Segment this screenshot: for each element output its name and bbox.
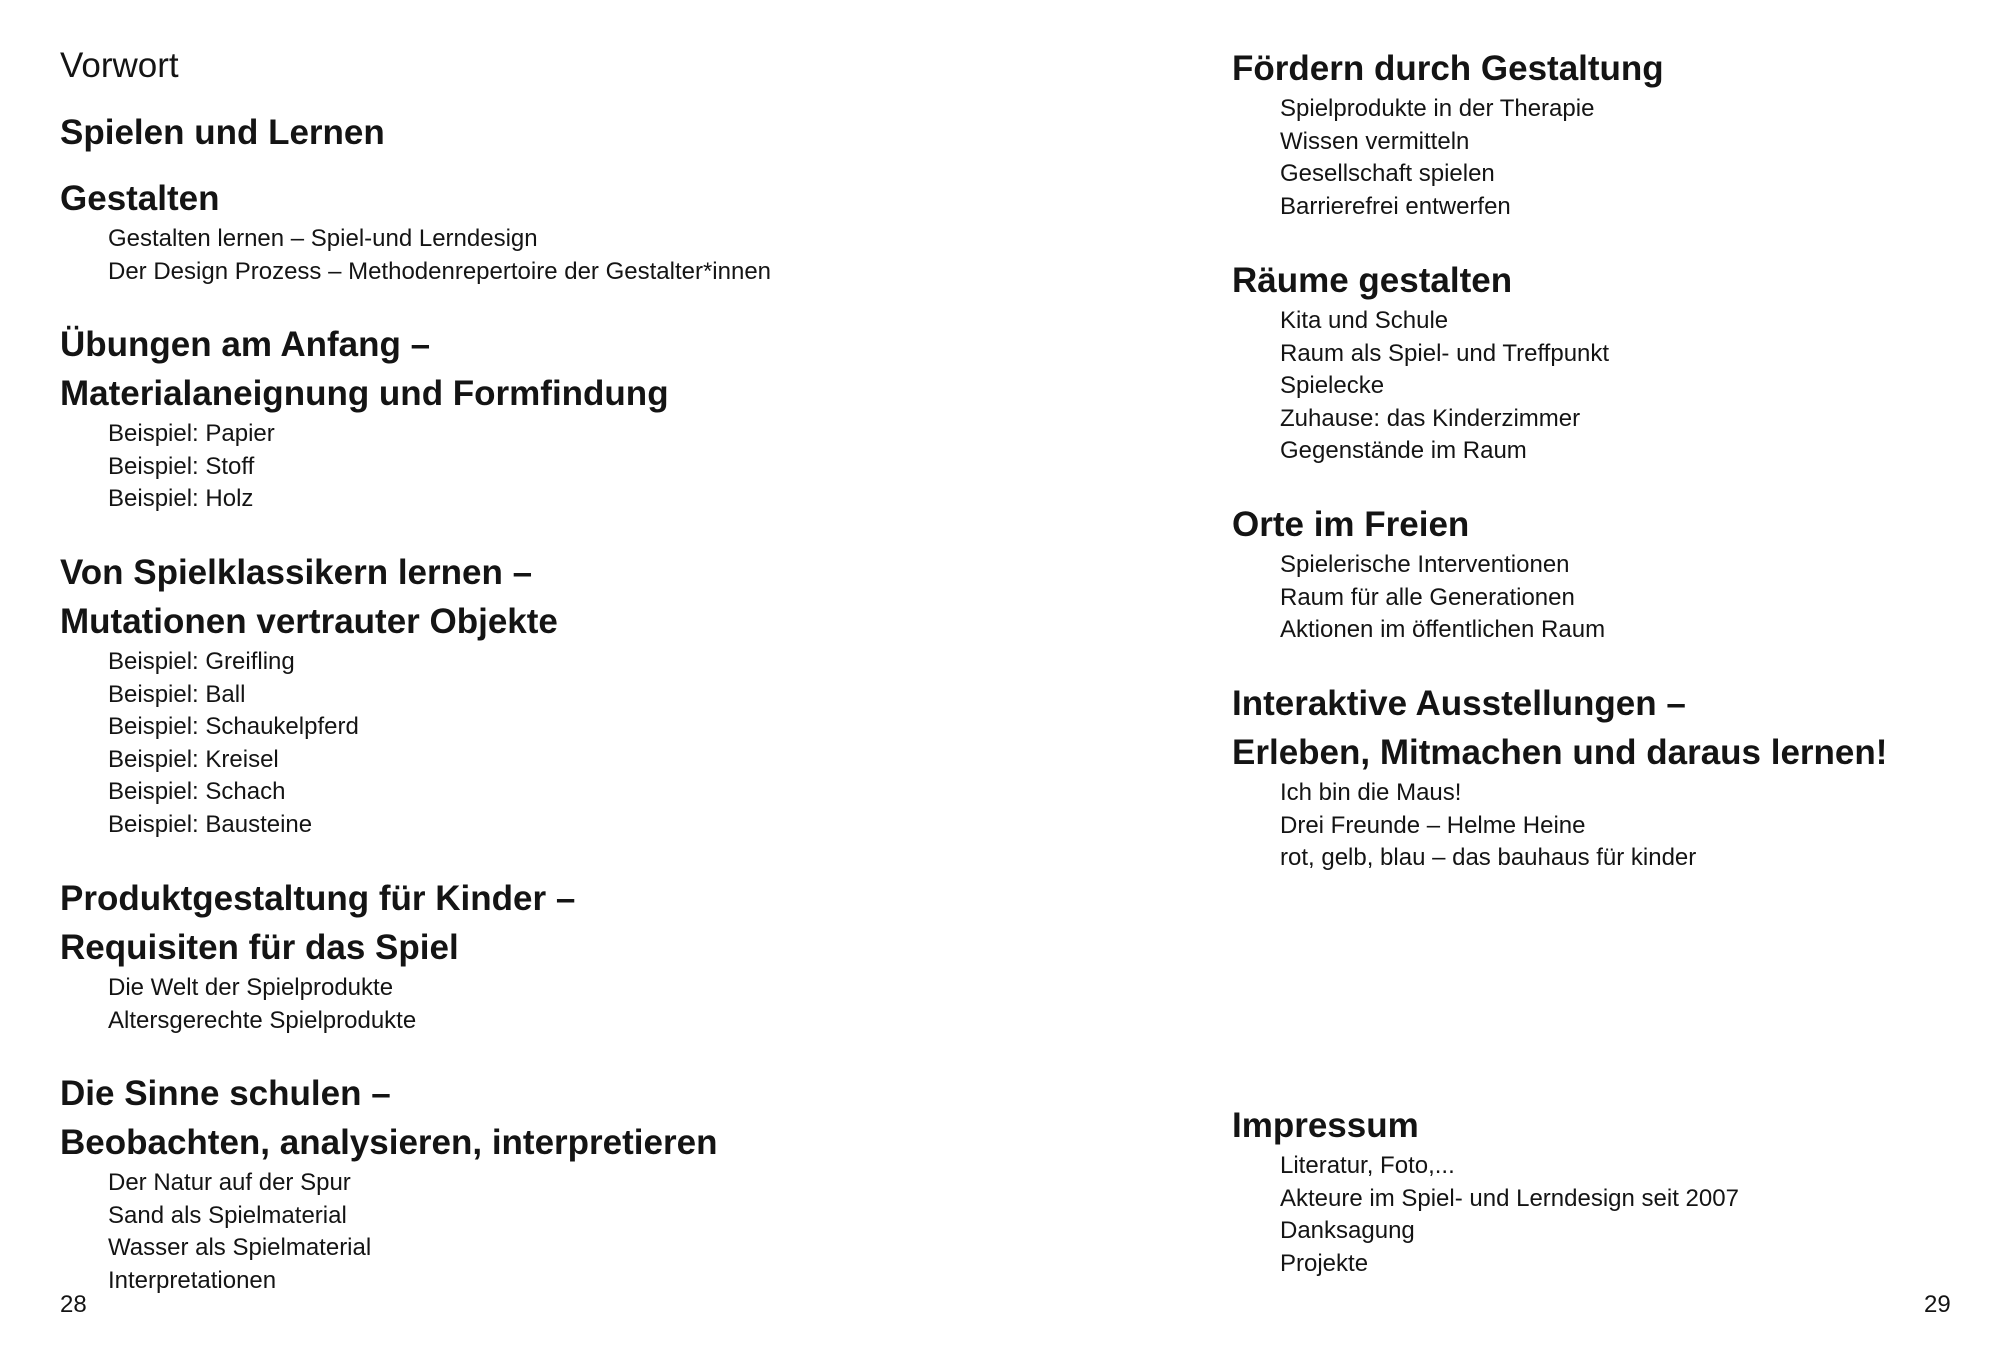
page-number-left: 28 [60, 1291, 87, 1318]
section-items [60, 418, 669, 516]
list-item: Projekte [1280, 1249, 1369, 1277]
list-item: Der Natur auf der Spur [108, 1169, 351, 1196]
list-item: Beispiel: Stoff [108, 452, 255, 480]
section-title: Räume gestalten [1232, 261, 1513, 300]
toc-section [1232, 679, 1887, 875]
list-item: Ich bin die Maus! [1280, 779, 1462, 806]
section-title: Die Sinne schulen – Beobachten, analysieren, interpretieren [60, 1074, 718, 1162]
toc-section [1232, 500, 1605, 647]
foreword-heading: Vorwort [60, 46, 179, 85]
section-items [60, 223, 771, 288]
list-item: Wissen vermitteln [1280, 127, 1470, 155]
list-item: Akteure im Spiel- und Lerndesign seit 2007 [1280, 1184, 1739, 1212]
list-item: Drei Freunde – Helme Heine [1280, 811, 1586, 839]
list-item: Wasser als Spielmaterial [108, 1234, 372, 1261]
list-item: Interpretationen [108, 1266, 277, 1294]
list-item: Raum als Spiel- und Treffpunkt [1280, 339, 1610, 367]
toc-section [60, 108, 385, 157]
list-item: Raum für alle Generationen [1280, 583, 1575, 611]
list-item: Danksagung [1280, 1217, 1415, 1244]
list-item: Aktionen im öffentlichen Raum [1280, 616, 1606, 643]
toc-section [60, 320, 669, 516]
list-item: Literatur, Foto,... [1280, 1152, 1455, 1179]
list-item: Spielprodukte in der Therapie [1280, 95, 1595, 122]
list-item: Beispiel: Schach [108, 778, 286, 805]
page-number-right: 29 [1924, 1291, 1951, 1318]
section-title: Spielen und Lernen [60, 113, 385, 152]
section-title: Orte im Freien [1232, 505, 1470, 544]
section-title: Gestalten [60, 179, 220, 218]
list-item: Beispiel: Papier [108, 420, 275, 447]
list-item: Gegenstände im Raum [1280, 437, 1527, 464]
toc-section [60, 874, 575, 1037]
list-item: Zuhause: das Kinderzimmer [1280, 404, 1581, 432]
section-items [60, 972, 575, 1037]
section-title: Produktgestaltung für Kinder – Requisiten für das Spiel [60, 879, 576, 967]
section-items [1232, 1150, 1739, 1280]
section-items [1232, 93, 1664, 223]
section-title: Impressum [1232, 1106, 1419, 1145]
list-item: Kita und Schule [1280, 307, 1449, 334]
section-title: Interaktive Ausstellungen – Erleben, Mitmachen und daraus lernen! [1232, 684, 1888, 772]
section-items [1232, 777, 1887, 875]
toc-section [1232, 1101, 1739, 1280]
list-item: Beispiel: Kreisel [108, 745, 279, 773]
list-item: rot, gelb, blau – das bauhaus für kinder [1280, 844, 1697, 871]
toc-section [1232, 256, 1609, 468]
list-item: Beispiel: Schaukelpferd [108, 713, 359, 740]
section-items [1232, 549, 1605, 647]
toc-section [60, 174, 771, 288]
list-item: Spielecke [1280, 372, 1385, 399]
section-items [60, 646, 558, 841]
list-item: Gesellschaft spielen [1280, 160, 1495, 187]
list-item: Die Welt der Spielprodukte [108, 974, 394, 1001]
toc-section [60, 1069, 717, 1297]
section-items [1232, 305, 1609, 468]
section-title: Übungen am Anfang – Materialaneignung und Formfindung [60, 325, 669, 413]
list-item: Der Design Prozess – Methodenrepertoire der Gestalter*innen [108, 257, 772, 285]
list-item: Beispiel: Ball [108, 680, 246, 708]
list-item: Altersgerechte Spielprodukte [108, 1006, 417, 1034]
toc-section [1232, 44, 1664, 223]
list-item: Beispiel: Greifling [108, 648, 295, 675]
list-item: Spielerische Interventionen [1280, 551, 1570, 578]
toc-section [60, 548, 558, 841]
section-title: Von Spielklassikern lernen – Mutationen vertrauter Objekte [60, 553, 558, 641]
list-item: Beispiel: Bausteine [108, 810, 313, 838]
section-title: Fördern durch Gestaltung [1232, 49, 1664, 88]
list-item: Sand als Spielmaterial [108, 1201, 347, 1229]
list-item: Gestalten lernen – Spiel-und Lerndesign [108, 225, 538, 252]
list-item: Barrierefrei entwerfen [1280, 192, 1511, 220]
list-item: Beispiel: Holz [108, 485, 254, 512]
section-items [60, 1167, 717, 1297]
